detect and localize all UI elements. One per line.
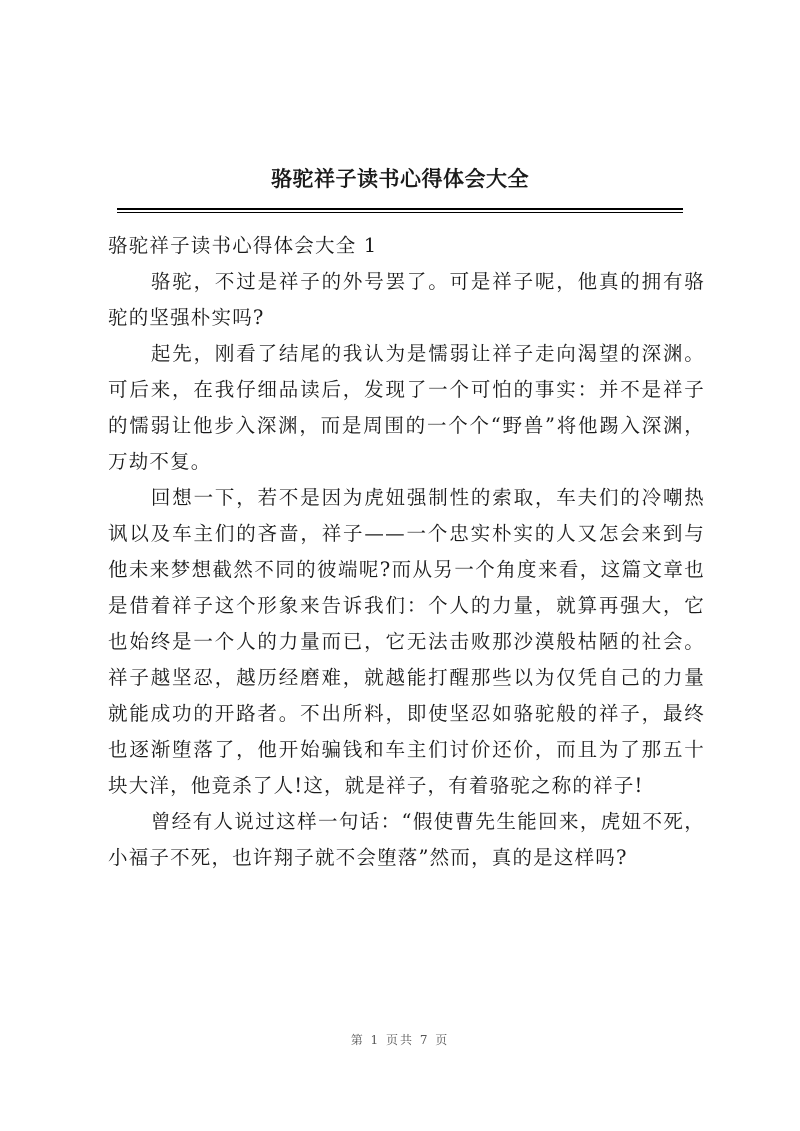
paragraph-4: 曾经有人说过这样一句话：“假使曹先生能回来，虎妞不死，小福子不死，也许翔子就不会堕落”然而，真的是这样吗?: [108, 810, 705, 869]
paragraph-3: 回想一下，若不是因为虎妞强制性的索取，车夫们的冷嘲热讽以及车主们的吝啬，祥子——一个忠实朴实的人又怎会来到与他未来梦想截然不同的彼端呢?而从另一个角度来看，这篇文章也是借着祥子这个形象来告诉我们：个人的力量，就算再强大，它也始终是一个人的力量而已，它无法击败那沙漠般枯陋的社会。祥子越坚忍，越历经磨难，就越能打醒那些以为仅凭自己的力量就能成功的开路者。不出所料，即使坚忍如骆驼般的祥子，最终也逐渐堕落了，他开始骗钱和车主们讨价还价，而且为了那五十块大洋，他竟杀了人!这，就是祥子，有着骆驼之称的祥子!: [108, 486, 705, 797]
title-divider-thin: [117, 212, 683, 213]
document-body: [108, 228, 705, 876]
title-divider-thick: [117, 208, 683, 210]
paragraph-2: 起先，刚看了结尾的我认为是懦弱让祥子走向渴望的深渊。可后来，在我仔细品读后，发现了一个可怕的事实：并不是祥子的懦弱让他步入深渊，而是周围的一个个“野兽”将他踢入深渊，万劫不复。: [108, 342, 705, 473]
section-heading: 骆驼祥子读书心得体会大全 1: [108, 234, 378, 257]
paragraph-1: 骆驼，不过是祥子的外号罢了。可是祥子呢，他真的拥有骆驼的坚强朴实吗?: [108, 270, 705, 329]
page-footer: 第 1 页共 7 页: [350, 1033, 450, 1047]
document-title: 骆驼祥子读书心得体会大全: [271, 166, 529, 191]
